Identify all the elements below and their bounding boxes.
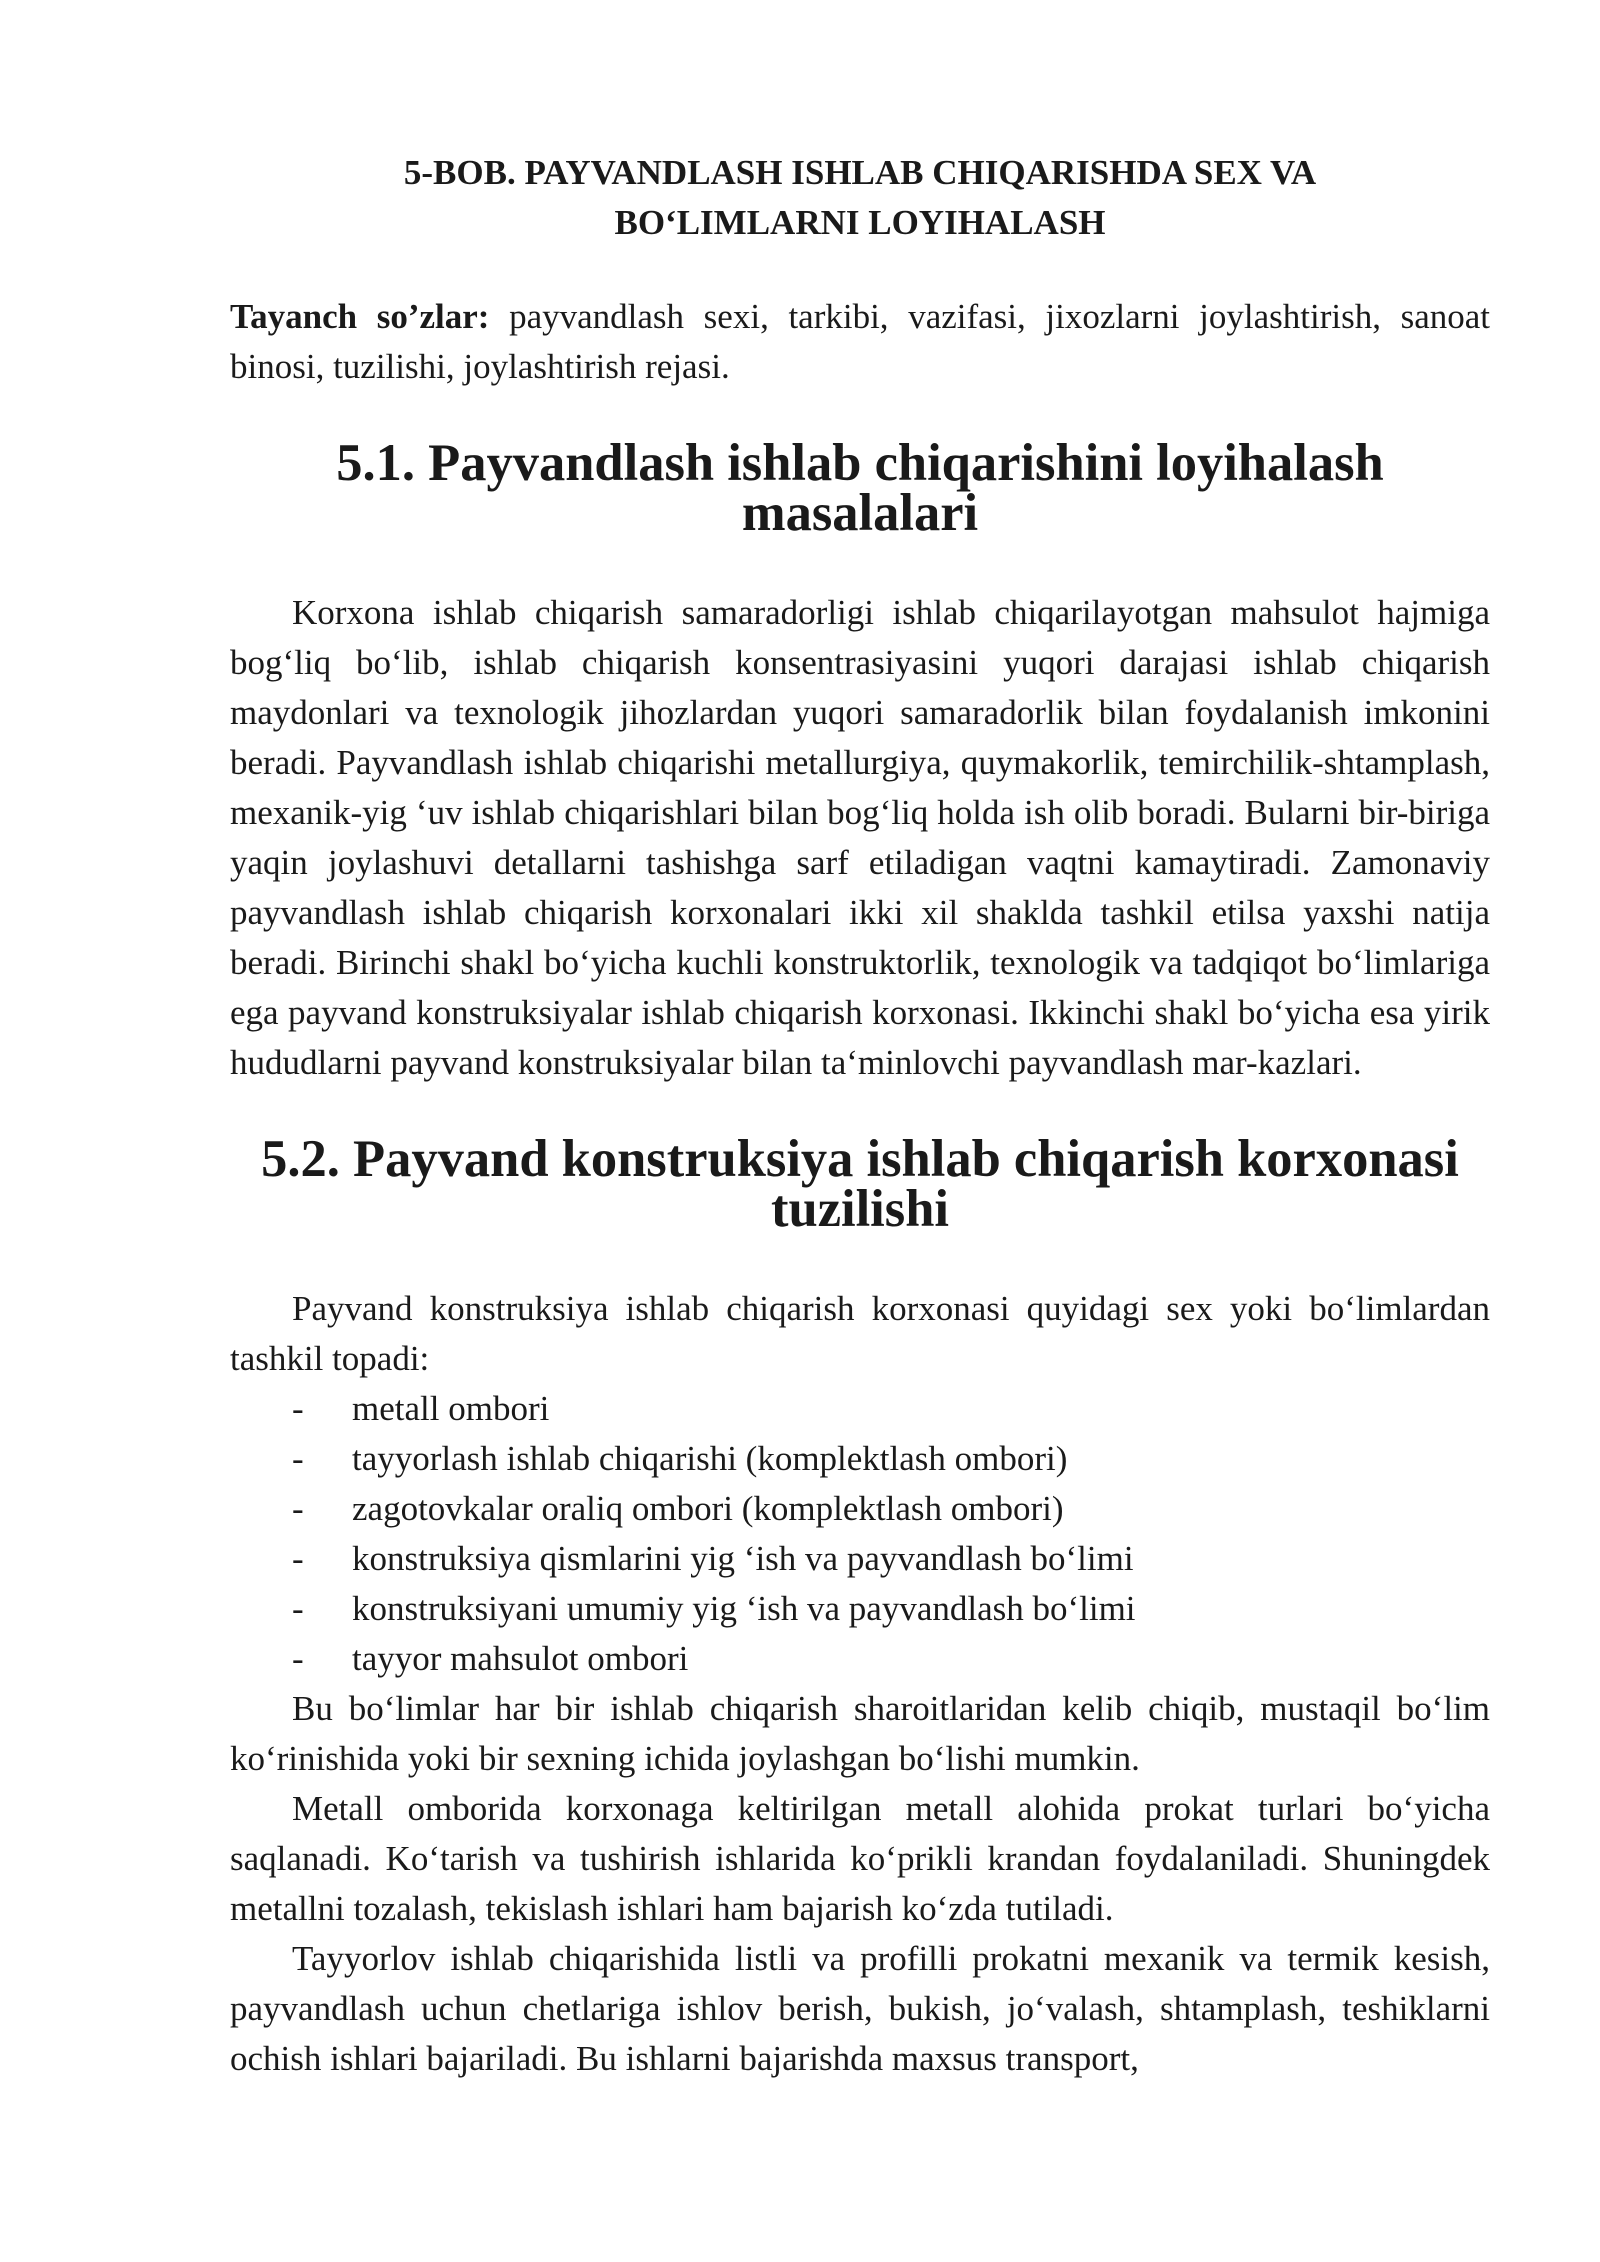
list-dash: - xyxy=(292,1589,304,1628)
list-item-text: tayyor mahsulot ombori xyxy=(352,1639,689,1678)
list-dash: - xyxy=(292,1639,304,1678)
list-item xyxy=(230,1534,1490,1584)
list-dash: - xyxy=(292,1489,304,1528)
section-2-title: 5.2. Payvand konstruksiya ishlab chiqarish korxonasi tuzilishi xyxy=(261,1130,1459,1238)
section-2-intro: Payvand konstruksiya ishlab chiqarish korxonasi quyidagi sex yoki bo‘limlardan tashkil topadi: xyxy=(230,1289,1490,1378)
list-dash: - xyxy=(292,1389,304,1428)
section-2-paragraph-3: Tayyorlov ishlab chiqarishida listli va profilli prokatni mexanik va termik kesish, payvandlash uchun chetlariga ishlov berish, bukish, jo‘valash, shtamplash, teshiklarni ochish ishlari bajariladi. Bu ishlarni bajarishda maxsus transport, xyxy=(230,1939,1490,2078)
document-page xyxy=(230,148,1490,2084)
list-item xyxy=(230,1634,1490,1684)
list-item-text: konstruksiya qismlarini yig ‘ish va payvandlash bo‘limi xyxy=(352,1539,1134,1578)
list-item-text: metall ombori xyxy=(352,1389,550,1428)
section-2-paragraph-1: Bu bo‘limlar har bir ishlab chiqarish sharoitlaridan kelib chiqib, mustaqil bo‘lim ko‘rinishida yoki bir sexning ichida joylashgan bo‘lishi mumkin. xyxy=(230,1689,1490,1778)
chapter-title-line-2: BO‘LIMLARNI LOYIHALASH xyxy=(614,203,1106,242)
list-item xyxy=(230,1484,1490,1534)
list-item-text: zagotovkalar oraliq ombori (komplektlash ombori) xyxy=(352,1489,1064,1528)
section-1-title: 5.1. Payvandlash ishlab chiqarishini loyihalash masalalari xyxy=(336,434,1384,542)
chapter-title-line-1: 5-BOB. PAYVANDLASH ISHLAB CHIQARISHDA SEX VA xyxy=(403,153,1317,192)
list-item-text: tayyorlash ishlab chiqarishi (komplektlash ombori) xyxy=(352,1439,1068,1478)
departments-list xyxy=(230,1384,1490,1684)
keywords-paragraph xyxy=(230,292,1490,392)
list-dash: - xyxy=(292,1439,304,1478)
section-2-paragraph-2: Metall omborida korxonaga keltirilgan metall alohida prokat turlari bo‘yicha saqlanadi. Ko‘tarish va tushirish ishlarida ko‘prikli krandan foydalaniladi. Shuningdek metallni tozalash, tekislash ishlari ham bajarish ko‘zda tutiladi. xyxy=(230,1789,1490,1928)
keywords-text: payvandlash sexi, tarkibi, vazifasi, jixozlarni joylashtirish, sanoat binosi, tuzilishi, joylashtirish rejasi. xyxy=(230,297,1491,386)
section-1-paragraph: Korxona ishlab chiqarish samaradorligi ishlab chiqarilayotgan mahsulot hajmiga bog‘liq bo‘lib, ishlab chiqarish konsentrasiyasini yuqori darajasi ishlab chiqarish maydonlari va texnologik jihozlardan yuqori samaradorlik bilan foydalanish imkonini beradi. Payvandlash ishlab chiqarishi metallurgiya, quymakorlik, temirchilik-shtamplash, mexanik-yig ‘uv ishlab chiqarishlari bilan bog‘liq holda ish olib boradi. Bularni bir-biriga yaqin joylashuvi detallarni tashishga sarf etiladigan vaqtni kamaytiradi. Zamonaviy payvandlash ishlab chiqarish korxonalari ikki xil shaklda tashkil etilsa yaxshi natija beradi. Birinchi shakl bo‘yicha kuchli konstruktorlik, texnologik va tadqiqot bo‘limlariga ega payvand konstruksiyalar ishlab chiqarish korxonasi. Ikkinchi shakl bo‘yicha esa yirik hududlarni payvand konstruksiyalar bilan ta‘minlovchi payvandlash mar-kazlari. xyxy=(230,593,1490,1082)
keywords-label: Tayanch so’zlar: xyxy=(230,297,490,336)
list-dash: - xyxy=(292,1539,304,1578)
list-item xyxy=(230,1384,1490,1434)
list-item xyxy=(230,1434,1490,1484)
chapter-title xyxy=(230,148,1490,248)
list-item-text: konstruksiyani umumiy yig ‘ish va payvandlash bo‘limi xyxy=(352,1589,1136,1628)
list-item xyxy=(230,1584,1490,1634)
